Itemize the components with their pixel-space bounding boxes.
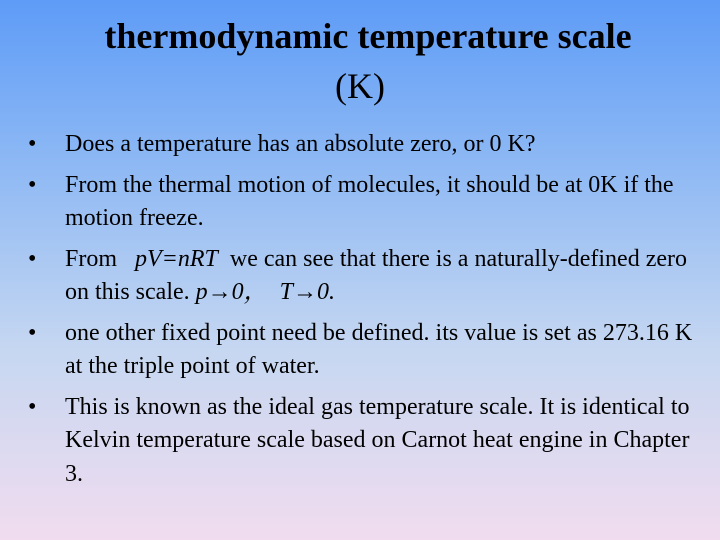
bullet-item bbox=[28, 128, 708, 162]
bullet-icon: • bbox=[28, 171, 37, 198]
bullet-item bbox=[28, 169, 708, 236]
temperature-limit: T→0. bbox=[279, 279, 335, 305]
slide-subtitle: (K) bbox=[335, 66, 385, 106]
bullet-text: From the thermal motion of molecules, it should be at 0K if the motion freeze. bbox=[65, 171, 674, 231]
bullet-icon: • bbox=[28, 319, 37, 346]
bullet-item bbox=[28, 243, 708, 310]
bullet-text-lead: From bbox=[65, 245, 118, 272]
ideal-gas-formula: pV=nRT bbox=[135, 245, 218, 272]
bullet-icon: • bbox=[28, 131, 37, 157]
bullet-text: This is known as the ideal gas temperature scale. It is identical to Kelvin temperature scale based on Carnot heat engine in Chapter 3. bbox=[65, 393, 690, 487]
bullet-icon: • bbox=[28, 393, 37, 420]
bullet-text-middle: we can see that there is a naturally-defined zero on this scale. bbox=[65, 245, 687, 305]
bullet-icon: • bbox=[28, 245, 37, 272]
pressure-limit: p→0， bbox=[195, 279, 268, 305]
bullet-text: Does a temperature has an absolute zero, or 0 K? bbox=[65, 131, 536, 157]
bullet-text: one other fixed point need be defined. its value is set as 273.16 K at the triple point of water. bbox=[65, 319, 693, 379]
bullet-list bbox=[28, 128, 708, 498]
slide-title: thermodynamic temperature scale bbox=[104, 16, 632, 56]
bullet-item bbox=[28, 317, 708, 384]
bullet-item bbox=[28, 391, 708, 492]
